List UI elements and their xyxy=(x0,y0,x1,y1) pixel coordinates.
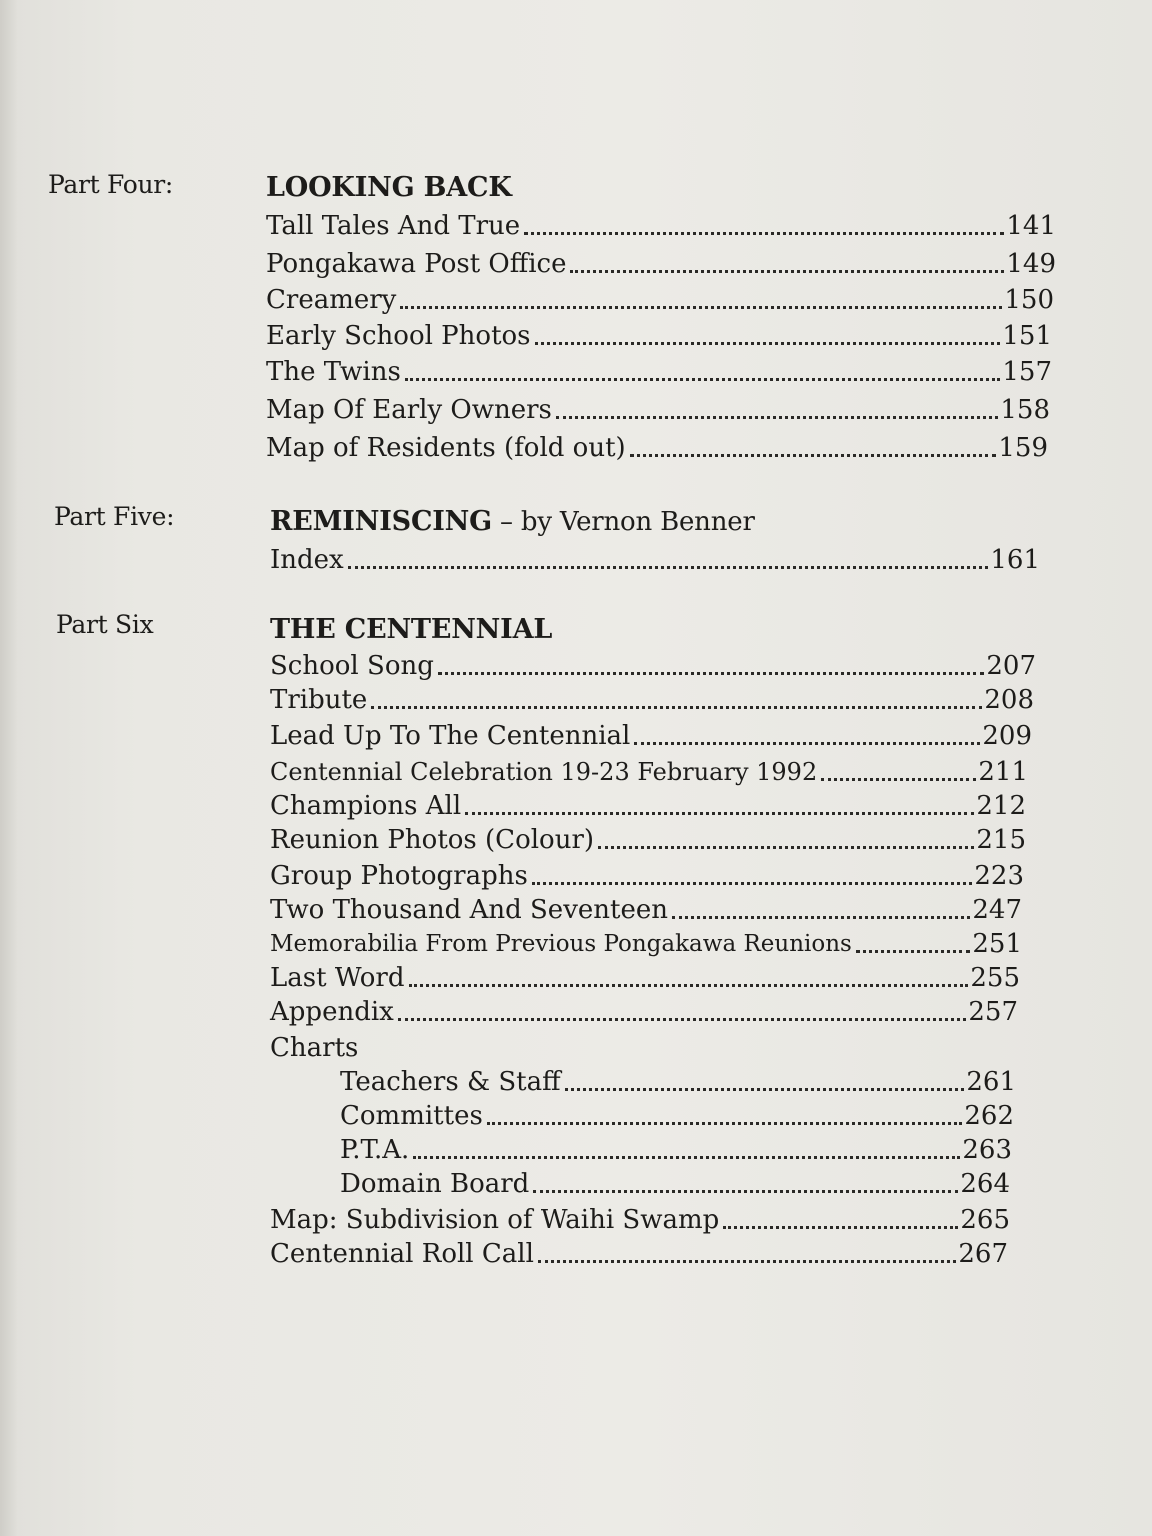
entry-page: 207 xyxy=(986,651,1036,681)
section-title-text: LOOKING BACK xyxy=(266,172,512,203)
dot-leader xyxy=(565,1088,965,1091)
entry-page: 211 xyxy=(978,757,1028,787)
toc-entry xyxy=(266,284,1054,316)
entry-page: 208 xyxy=(984,685,1034,715)
toc-entry xyxy=(270,962,1020,994)
part-label: Part Four: xyxy=(48,170,174,199)
toc-entry-sub xyxy=(340,1100,1014,1132)
entry-page: 265 xyxy=(960,1205,1010,1235)
toc-entry xyxy=(270,684,1034,716)
dot-leader xyxy=(630,454,997,457)
entry-title: Creamery xyxy=(266,285,397,315)
dot-leader xyxy=(465,812,974,815)
entry-page: 251 xyxy=(972,929,1022,959)
dot-leader xyxy=(487,1122,963,1125)
entry-page: 212 xyxy=(976,791,1026,821)
entry-title: Domain Board xyxy=(340,1169,530,1199)
entry-title: Centennial Celebration 19-23 February 1992 xyxy=(270,758,818,786)
entry-page: 209 xyxy=(982,721,1032,751)
toc-entry xyxy=(270,1032,670,1064)
toc-entry xyxy=(270,544,1040,576)
dot-leader xyxy=(598,846,974,849)
section-subtitle: – by Vernon Benner xyxy=(500,507,755,537)
page-edge-shadow xyxy=(0,0,18,1536)
entry-page: 161 xyxy=(990,545,1040,575)
part-label: Part Six xyxy=(56,610,154,639)
entry-title: Last Word xyxy=(270,963,405,993)
entry-page: 247 xyxy=(972,895,1022,925)
entry-page: 223 xyxy=(974,861,1024,891)
section-title xyxy=(266,172,512,203)
entry-page: 261 xyxy=(966,1067,1016,1097)
entry-page: 157 xyxy=(1002,357,1052,387)
toc-entry xyxy=(270,928,1022,960)
entry-title: Map: Subdivision of Waihi Swamp xyxy=(270,1205,720,1235)
entry-page: 267 xyxy=(958,1239,1008,1269)
dot-leader xyxy=(821,778,976,781)
section-title-text: THE CENTENNIAL xyxy=(270,614,553,645)
entry-page: 264 xyxy=(960,1169,1010,1199)
entry-page: 141 xyxy=(1006,211,1056,241)
entry-title: Teachers & Staff xyxy=(340,1067,561,1097)
entry-title: Early School Photos xyxy=(266,321,531,351)
toc-entry xyxy=(270,1238,1008,1270)
entry-title: Map of Residents (fold out) xyxy=(266,433,626,463)
toc-entry xyxy=(266,394,1050,426)
entry-title: School Song xyxy=(270,651,434,681)
entry-title: Charts xyxy=(270,1033,359,1063)
entry-page: 159 xyxy=(998,433,1048,463)
dot-leader xyxy=(524,232,1004,235)
entry-title: Lead Up To The Centennial xyxy=(270,721,631,751)
entry-title: Appendix xyxy=(270,997,394,1027)
entry-title: Tribute xyxy=(270,685,368,715)
dot-leader xyxy=(405,378,1001,381)
section-title xyxy=(270,506,755,537)
toc-entry xyxy=(266,432,1048,464)
entry-title: P.T.A. xyxy=(340,1135,410,1165)
dot-leader xyxy=(438,672,985,675)
dot-leader xyxy=(634,742,980,745)
toc-entry xyxy=(270,756,1028,788)
dot-leader xyxy=(533,1190,958,1193)
toc-entry xyxy=(270,720,1032,752)
entry-title: Tall Tales And True xyxy=(266,211,521,241)
dot-leader xyxy=(371,706,982,709)
toc-entry-sub xyxy=(340,1134,1012,1166)
toc-entry xyxy=(270,996,1018,1028)
dot-leader xyxy=(532,882,973,885)
entry-page: 262 xyxy=(964,1101,1014,1131)
entry-title: Centennial Roll Call xyxy=(270,1239,534,1269)
entry-title: Two Thousand And Seventeen xyxy=(270,895,668,925)
entry-title: Reunion Photos (Colour) xyxy=(270,825,595,855)
dot-leader xyxy=(570,270,1004,273)
entry-title: Group Photographs xyxy=(270,861,528,891)
entry-title: Map Of Early Owners xyxy=(266,395,552,425)
toc-entry xyxy=(270,824,1026,856)
entry-page: 150 xyxy=(1004,285,1054,315)
section-title-text: REMINISCING xyxy=(270,506,493,537)
dot-leader xyxy=(538,1260,956,1263)
entry-page: 257 xyxy=(968,997,1018,1027)
entry-page: 158 xyxy=(1000,395,1050,425)
dot-leader xyxy=(413,1156,960,1159)
dot-leader xyxy=(672,916,970,919)
dot-leader xyxy=(856,950,971,953)
toc-entry xyxy=(270,894,1022,926)
entry-page: 149 xyxy=(1006,249,1056,279)
entry-title: Index xyxy=(270,545,344,575)
dot-leader xyxy=(400,306,1002,309)
entry-title: Champions All xyxy=(270,791,462,821)
dot-leader xyxy=(348,566,989,569)
dot-leader xyxy=(723,1226,958,1229)
toc-entry xyxy=(270,860,1024,892)
toc-entry xyxy=(266,248,1056,280)
entry-page: 255 xyxy=(970,963,1020,993)
entry-title: Memorabilia From Previous Pongakawa Reunions xyxy=(270,931,852,957)
dot-leader xyxy=(535,342,1001,345)
entry-title: Pongakawa Post Office xyxy=(266,249,567,279)
part-label: Part Five: xyxy=(54,502,175,531)
dot-leader xyxy=(556,416,998,419)
toc-entry xyxy=(266,210,1056,242)
toc-entry xyxy=(270,1204,1010,1236)
toc-entry xyxy=(266,320,1052,352)
entry-page: 215 xyxy=(976,825,1026,855)
dot-leader xyxy=(398,1018,967,1021)
section-title xyxy=(270,614,552,645)
toc-entry xyxy=(266,356,1052,388)
toc-entry-sub xyxy=(340,1066,1016,1098)
toc-entry-sub xyxy=(340,1168,1010,1200)
dot-leader xyxy=(409,984,969,987)
entry-title: Committes xyxy=(340,1101,483,1131)
entry-page: 263 xyxy=(962,1135,1012,1165)
toc-entry xyxy=(270,650,1036,682)
entry-page: 151 xyxy=(1002,321,1052,351)
toc-entry xyxy=(270,790,1026,822)
entry-title: The Twins xyxy=(266,357,401,387)
